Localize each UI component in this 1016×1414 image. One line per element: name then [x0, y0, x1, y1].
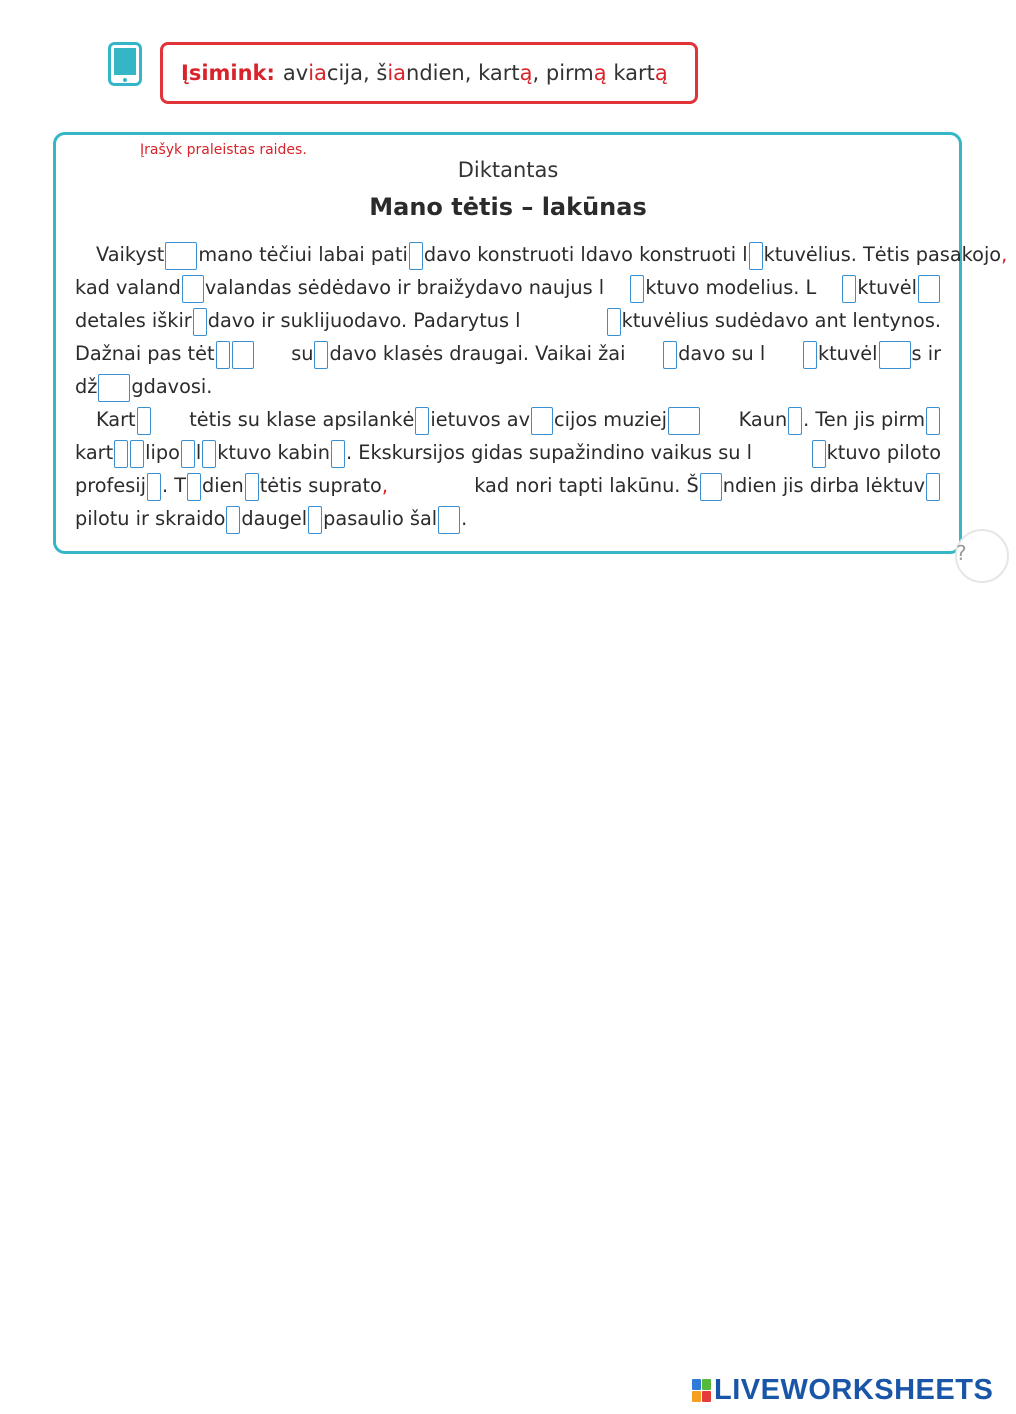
text-line: dž gdavosi. [75, 370, 941, 403]
remember-words: aviacija, šiandien, kartą, pirmą kartą [282, 61, 668, 85]
answer-gap[interactable] [749, 242, 763, 270]
answer-gap[interactable] [331, 440, 345, 468]
help-icon[interactable] [940, 528, 1000, 578]
answer-gap[interactable] [165, 242, 197, 270]
answer-gap[interactable] [842, 275, 856, 303]
liveworksheets-logo [692, 1374, 993, 1407]
answer-gap[interactable] [409, 242, 423, 270]
answer-gap[interactable] [803, 341, 817, 369]
answer-gap[interactable] [98, 374, 130, 402]
answer-gap[interactable] [130, 440, 144, 468]
logo-mark [692, 1379, 711, 1402]
text-line: detales iškir davo ir suklijuodavo. Padarytus l ktuvėlius sudėdavo ant lentynos. [75, 304, 941, 337]
answer-gap[interactable] [182, 275, 204, 303]
answer-gap[interactable] [216, 341, 230, 369]
dictation-title: Mano tėtis – lakūnas [369, 193, 647, 221]
answer-gap[interactable] [181, 440, 195, 468]
answer-gap[interactable] [918, 275, 940, 303]
answer-gap[interactable] [663, 341, 677, 369]
text-line: Vaikyst mano tėčiui labai pati davo konstruoti l davo konstruoti l ktuvėlius. Tėtis pasakojo, [75, 238, 941, 271]
answer-gap[interactable] [879, 341, 911, 369]
text-line: profesij . T dien tėtis suprato, kad nori tapti lakūnu. Š ndien jis dirba lėktuv [75, 469, 941, 502]
answer-gap[interactable] [630, 275, 644, 303]
answer-gap[interactable] [788, 407, 802, 435]
dictation-text [75, 238, 1008, 535]
answer-gap[interactable] [438, 506, 460, 534]
remember-label: Įsimink: [181, 61, 275, 85]
answer-gap[interactable] [114, 440, 128, 468]
answer-gap[interactable] [812, 440, 826, 468]
text-line: Kart tėtis su klase apsilankė ietuvos av cijos muziej Kaun . Ten jis pirm [75, 403, 941, 436]
remember-box [160, 42, 698, 104]
answer-gap[interactable] [226, 506, 240, 534]
tablet-icon [108, 42, 142, 86]
answer-gap[interactable] [232, 341, 254, 369]
answer-gap[interactable] [137, 407, 151, 435]
answer-gap[interactable] [245, 473, 259, 501]
answer-gap[interactable] [531, 407, 553, 435]
text-line: kart lipo l ktuvo kabin . Ekskursijos gidas supažindino vaikus su l ktuvo piloto [75, 436, 941, 469]
answer-gap[interactable] [700, 473, 722, 501]
answer-gap[interactable] [607, 308, 621, 336]
answer-gap[interactable] [314, 341, 328, 369]
answer-gap[interactable] [147, 473, 161, 501]
answer-gap[interactable] [202, 440, 216, 468]
text-line: pilotu ir skraido daugel pasaulio šal . [75, 502, 941, 535]
answer-gap[interactable] [415, 407, 429, 435]
answer-gap[interactable] [193, 308, 207, 336]
answer-gap[interactable] [668, 407, 700, 435]
instruction-text: Įrašyk praleistas raides. [140, 142, 307, 158]
answer-gap[interactable] [308, 506, 322, 534]
logo-text: LIVEWORKSHEETS [714, 1374, 994, 1406]
dictation-subtitle: Diktantas [457, 158, 559, 182]
text-line: Dažnai pas tėt su davo klasės draugai. Vaikai žai davo su l ktuvėl s ir [75, 337, 941, 370]
text-line: kad valand valandas sėdėdavo ir braižydavo naujus l ktuvo modelius. L ktuvėl [75, 271, 941, 304]
answer-gap[interactable] [926, 473, 940, 501]
svg-text:?: ? [956, 541, 967, 565]
answer-gap[interactable] [187, 473, 201, 501]
answer-gap[interactable] [926, 407, 940, 435]
